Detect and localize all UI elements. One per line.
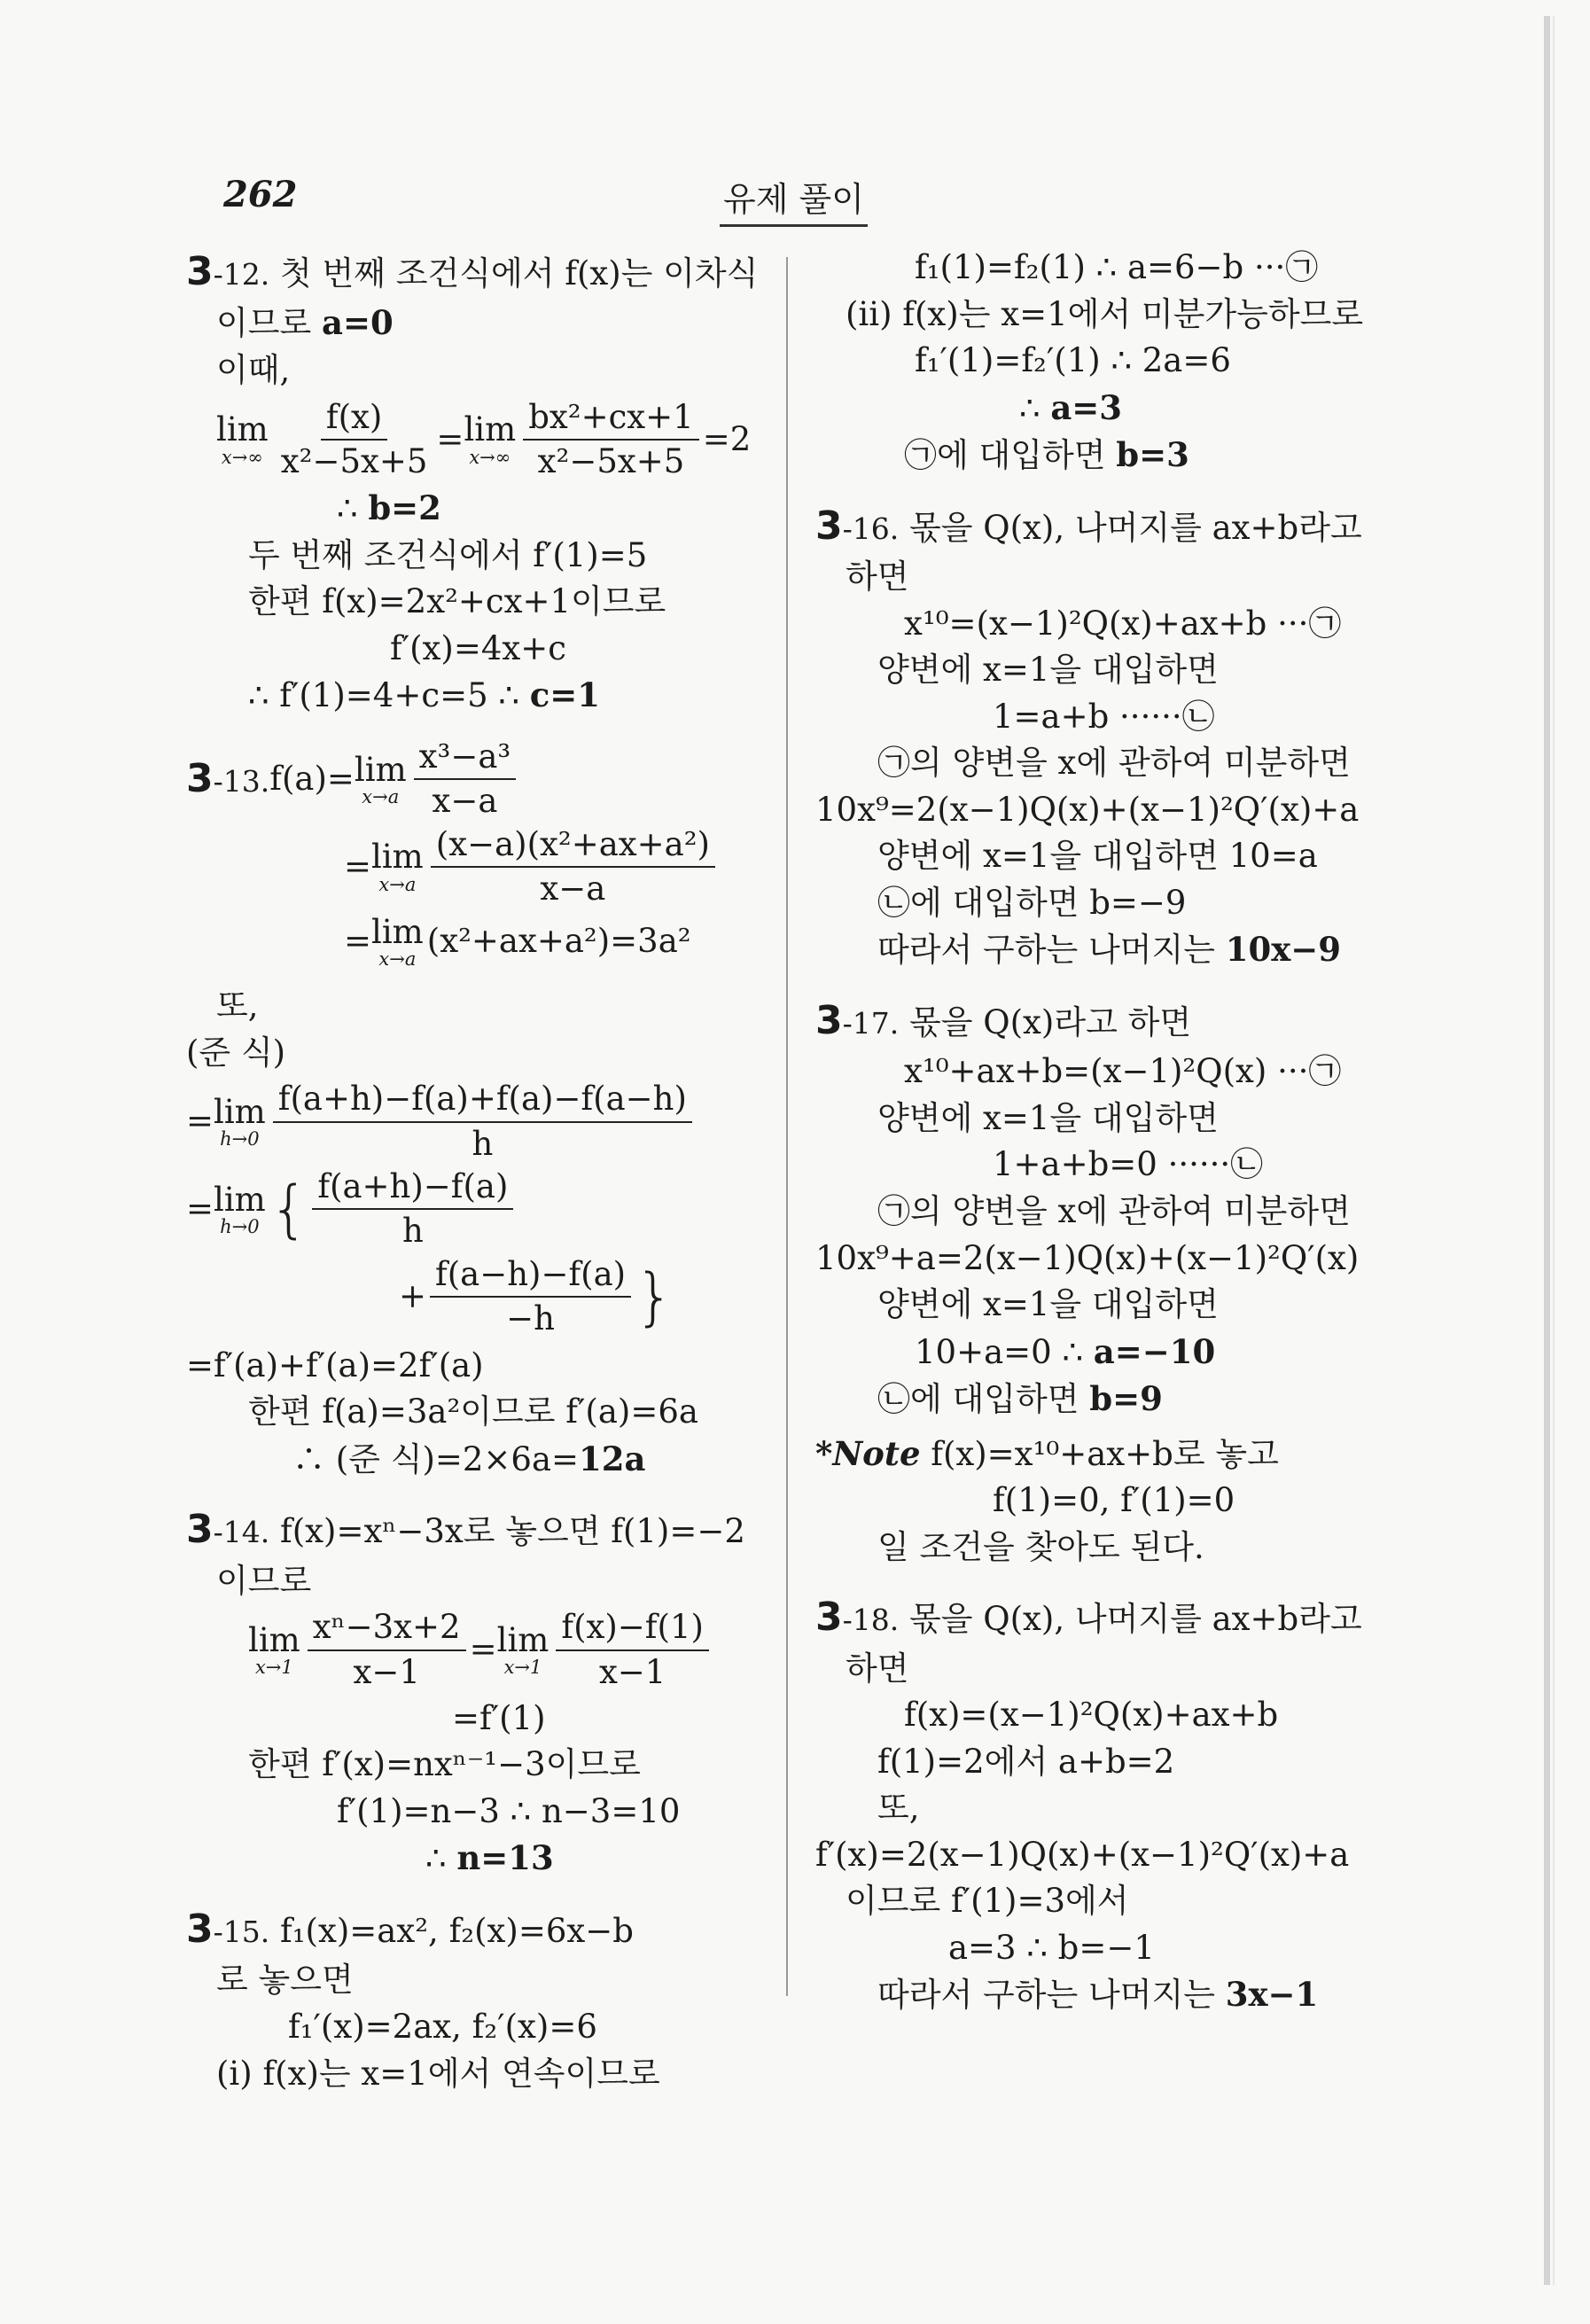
limit: lim x→∞: [216, 410, 269, 468]
text-line: (ii) f(x)는 x=1에서 미분가능하므로: [846, 294, 1364, 333]
column-divider: [786, 257, 788, 1996]
fraction: $\frac{f(a-h)-f(a)}{-h}$: [430, 1255, 631, 1339]
text-line: a=3 ∴ b=−1: [948, 1928, 1155, 1967]
text-line: 1+a+b=0 ······㉡: [993, 1145, 1264, 1184]
text-line: 한편 f(a)=3a²이므로 f′(a)=6a: [248, 1392, 698, 1431]
text-line: ㉠의 양변을 x에 관하여 미분하면: [877, 744, 1351, 783]
problem-number: 3-18.: [815, 1595, 900, 1641]
fraction: $\frac{\text{xⁿ−3x+2}}{x-1}$: [308, 1608, 466, 1692]
text-line: ㉡에 대입하면 b=−9: [877, 883, 1187, 922]
problem-number: 3-14.: [186, 1507, 270, 1553]
text-line: 10+a=0 ∴ a=−10: [915, 1331, 1216, 1371]
text-line: =f′(a)+f′(a)=2f′(a): [186, 1345, 484, 1384]
text-line: ∴ f′(1)=4+c=5 ∴ c=1: [248, 675, 600, 715]
text-line: 따라서 구하는 나머지는 10x−9: [877, 930, 1341, 970]
page-binding-shadow-light: [1553, 16, 1555, 2285]
text-line: 양변에 x=1을 대입하면 10=a: [877, 837, 1318, 876]
text-line: f₁(1)=f₂(1) ∴ a=6−b ···㉠: [915, 248, 1319, 286]
fraction: $\frac{f(a+h)-f(a)+f(a)-f(a-h)}{h}$: [273, 1080, 692, 1164]
text-line: x¹⁰+ax+b=(x−1)²Q(x) ···㉠: [904, 1052, 1342, 1091]
math-equation: lim x→∞ $\frac{f(x)}{\text{x²−5x+5}}$ = lim x→∞ $\frac{\text{bx²+cx+1}}{\text{x²−5x+5}}$ =2: [216, 397, 752, 480]
text-line: f′(x)=4x+c: [390, 628, 566, 667]
text-line: (준 식): [186, 1033, 286, 1072]
text-line: ∴ n=13: [425, 1838, 554, 1878]
limit: lim x→a: [371, 912, 424, 970]
math-equation: lim x→1 $\frac{\text{xⁿ−3x+2}}{x-1}$ = lim x→1 $\frac{f(x)-f(1)}{x-1}$: [186, 1608, 762, 1692]
text-line: 또,: [877, 1789, 920, 1828]
running-title: 유제 풀이: [720, 172, 868, 227]
text-line: 하면: [846, 558, 909, 597]
text-line: 3-14. f(x)=xⁿ−3x로 놓으면 f(1)=−2: [186, 1507, 745, 1553]
text-line: (i) f(x)는 x=1에서 연속이므로: [216, 2054, 660, 2093]
text-line: f(x)=(x−1)²Q(x)+ax+b: [904, 1696, 1279, 1735]
limit: lim h→0: [214, 1180, 266, 1237]
page-binding-shadow: [1544, 16, 1550, 2285]
text-line: f(1)=0, f′(1)=0: [993, 1481, 1235, 1520]
math-equation: = lim h→0 { $\frac{f(a+h)-f(a)}{h}$: [186, 1167, 762, 1252]
fraction: $\frac{f(x)-f(1)}{x-1}$: [556, 1608, 709, 1692]
limit: lim x→1: [248, 1620, 300, 1679]
problem-3-14: [186, 1502, 762, 1883]
text-line: ∴ (준 식)=2×6a=12a: [292, 1439, 646, 1478]
math-equation: 3-13. f(a)= lim x→a $\frac{\text{x³−a³}}{x-a}$: [186, 737, 762, 822]
text-line: 양변에 x=1을 대입하면: [877, 1285, 1219, 1324]
text-line: 따라서 구하는 나머지는 3x−1: [877, 1975, 1319, 2015]
fraction: $\frac{\text{x³−a³}}{x-a}$: [414, 737, 517, 822]
text-line: f(1)=2에서 a+b=2: [877, 1742, 1175, 1781]
problem-number: 3-12.: [186, 249, 270, 294]
text-line: 한편 f′(x)=nxⁿ⁻¹−3이므로: [248, 1745, 641, 1784]
text-line: ∴ b=2: [337, 488, 441, 528]
problem-number: 3-13.: [186, 755, 270, 801]
problem-number: 3-15.: [186, 1907, 270, 1953]
text-line: f′(1)=n−3 ∴ n−3=10: [337, 1791, 681, 1830]
text-line: 3-17. 몫을 Q(x)라고 하면: [815, 997, 1192, 1043]
text-line: ㉠의 양변을 x에 관하여 미분하면: [877, 1191, 1351, 1230]
left-column: [186, 245, 762, 2097]
problem-number: 3-16.: [815, 503, 900, 549]
text-line: 일 조건을 찾아도 된다.: [877, 1527, 1204, 1566]
text-line: 이므로: [216, 1561, 312, 1600]
text-line: 두 번째 조건식에서 f′(1)=5: [248, 535, 648, 574]
problem-3-17: [815, 994, 1383, 1571]
problem-3-13: [186, 737, 762, 1483]
math-equation: + $\frac{f(a-h)-f(a)}{-h}$ }: [399, 1254, 674, 1338]
fraction: $\frac{\text{(x−a)(x²+ax+a²)}}{x-a}$: [431, 825, 715, 909]
math-equation: = lim x→a $\frac{\text{(x−a)(x²+ax+a²)}}{x-a}$: [186, 825, 762, 909]
text-line: ㉡에 대입하면 b=9: [877, 1379, 1163, 1419]
text-line: 로 놓으면: [216, 1961, 354, 2000]
text-line: 3-12. 첫 번째 조건식에서 f(x)는 이차식: [186, 249, 759, 294]
text-line: 이므로 f′(1)=3에서: [846, 1882, 1129, 1921]
problem-3-18: [815, 1590, 1383, 2019]
text-line: 3-15. f₁(x)=ax², f₂(x)=6x−b: [186, 1907, 634, 1953]
problem-number: 3-17.: [815, 997, 900, 1043]
text-line: 3-16. 몫을 Q(x), 나머지를 ax+b라고: [815, 503, 1362, 549]
text-line: 10x⁹+a=2(x−1)Q(x)+(x−1)²Q′(x): [815, 1238, 1360, 1277]
fraction: $\frac{f(x)}{\text{x²−5x+5}}$: [280, 397, 428, 480]
text-line: 10x⁹=2(x−1)Q(x)+(x−1)²Q′(x)+a: [815, 790, 1360, 829]
text-line: 양변에 x=1을 대입하면: [877, 651, 1219, 690]
text-line: 이때,: [216, 351, 291, 389]
text-line: ∴ a=3: [1019, 387, 1123, 427]
problem-3-15-continued: [815, 245, 1383, 480]
text-line: 3-18. 몫을 Q(x), 나머지를 ax+b라고: [815, 1595, 1362, 1641]
text-line: =f′(1): [452, 1698, 546, 1737]
text-line: 양변에 x=1을 대입하면: [877, 1098, 1219, 1137]
text-line: f₁′(1)=f₂′(1) ∴ 2a=6: [915, 341, 1231, 380]
math-equation: = lim x→a (x²+ax+a²)=3a²: [344, 912, 691, 970]
text-line: 하면: [846, 1649, 909, 1688]
right-column: [815, 245, 1383, 2019]
limit: lim x→∞: [464, 410, 517, 468]
math-equation: = lim h→0 $\frac{f(a+h)-f(a)+f(a)-f(a-h)}{h}$: [186, 1080, 762, 1164]
limit: lim x→a: [354, 750, 407, 807]
text-line: f′(x)=2(x−1)Q(x)+(x−1)²Q′(x)+a: [815, 1835, 1350, 1874]
problem-3-12: [186, 245, 762, 720]
page-number: 262: [223, 174, 298, 215]
limit: lim x→a: [371, 838, 424, 895]
problem-3-15: [186, 1902, 762, 2097]
text-line: ㉠에 대입하면 b=3: [904, 435, 1189, 475]
note-line: *Note f(x)=x¹⁰+ax+b로 놓고: [815, 1433, 1279, 1473]
text-line: 또,: [216, 987, 259, 1026]
text-line: x¹⁰=(x−1)²Q(x)+ax+b ···㉠: [904, 604, 1342, 643]
limit: lim x→1: [496, 1620, 549, 1679]
limit: lim h→0: [214, 1092, 266, 1150]
fraction: $\frac{\text{bx²+cx+1}}{\text{x²−5x+5}}$: [523, 398, 699, 482]
text-line: 이므로 a=0: [216, 303, 394, 343]
text-line: 한편 f(x)=2x²+cx+1이므로: [248, 582, 666, 621]
text-line: 1=a+b ······㉡: [993, 697, 1215, 736]
text-line: f₁′(x)=2ax, f₂′(x)=6: [288, 2008, 597, 2047]
fraction: $\frac{f(a+h)-f(a)}{h}$: [312, 1167, 513, 1252]
problem-3-16: [815, 499, 1383, 974]
